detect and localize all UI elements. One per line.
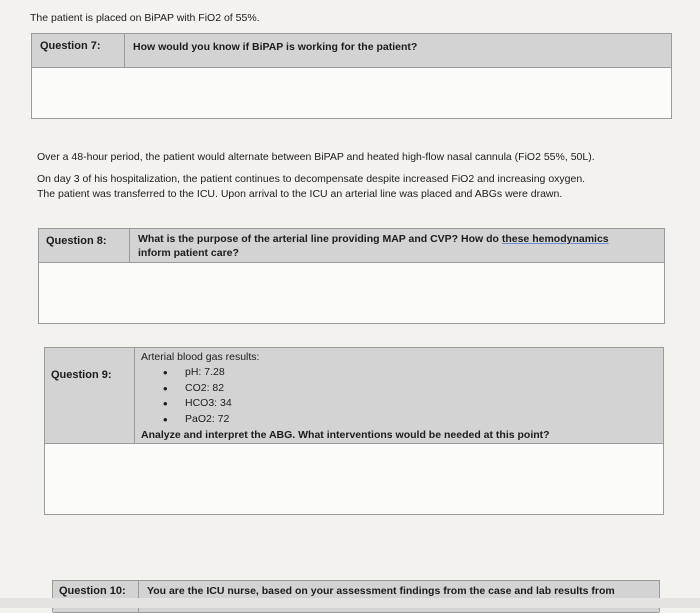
abg-result-co2: • CO2: 82 <box>163 381 232 397</box>
question-8-label: Question 8: <box>46 235 107 247</box>
question-7-box <box>31 33 672 119</box>
column-divider <box>138 581 139 613</box>
paragraph-alternating-therapy: Over a 48-hour period, the patient would alternate between BiPAP and heated high-flow nasal cannula (FiO2 55%, 50L). <box>37 151 595 163</box>
question-8-header <box>39 229 664 263</box>
abg-results-list <box>163 365 232 427</box>
question-10-header <box>53 581 659 613</box>
question-10-label: Question 10: <box>59 585 126 597</box>
question-9-prompt: Analyze and interpret the ABG. What interventions would be needed at this point? <box>141 429 550 441</box>
question-7-label: Question 7: <box>40 40 101 52</box>
column-divider <box>129 229 130 263</box>
abg-result-pao2: • PaO2: 72 <box>163 412 232 428</box>
question-8-text-underlined: these hemodynamics <box>501 233 609 245</box>
question-7-header <box>32 34 671 68</box>
intro-text: The patient is placed on BiPAP with FiO2 of 55%. <box>30 12 260 24</box>
question-7-answer-area[interactable] <box>32 68 671 118</box>
question-8-box <box>38 228 665 324</box>
question-9-label: Question 9: <box>51 369 112 381</box>
question-8-text <box>138 232 658 260</box>
question-7-text: How would you know if BiPAP is working for the patient? <box>133 41 418 53</box>
abg-result-ph: • pH: 7.28 <box>163 365 232 381</box>
question-9-answer-area[interactable] <box>45 444 663 514</box>
column-divider <box>134 348 135 444</box>
paragraph-day3-line1: On day 3 of his hospitalization, the patient continues to decompensate despite increased FiO2 and increasing oxygen. <box>37 173 586 185</box>
column-divider <box>124 34 125 68</box>
question-10-text: You are the ICU nurse, based on your assessment findings from the case and lab results from <box>147 585 615 597</box>
question-8-answer-area[interactable] <box>39 263 664 323</box>
abg-result-hco3: • HCO3: 34 <box>163 396 232 412</box>
question-8-text-part1: What is the purpose of the arterial line providing MAP and CVP? How do <box>138 233 502 245</box>
question-8-text-line2: inform patient care? <box>138 247 239 259</box>
question-9-header <box>45 348 663 444</box>
paragraph-day3-line2: The patient was transferred to the ICU. Upon arrival to the ICU an arterial line was placed and ABGs were drawn. <box>37 188 563 200</box>
bottom-edge-strip <box>0 598 700 608</box>
abg-heading: Arterial blood gas results: <box>141 351 260 363</box>
question-9-box <box>44 347 664 515</box>
